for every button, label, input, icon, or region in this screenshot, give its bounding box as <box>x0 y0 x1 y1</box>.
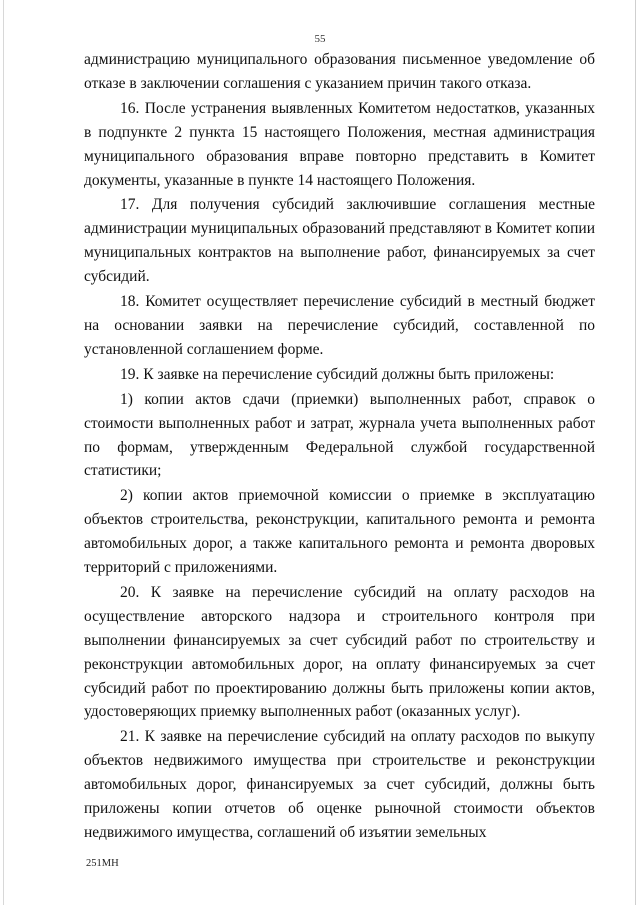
paragraph-19: 19. К заявке на перечисление субсидий должны быть приложены: <box>120 365 555 383</box>
paragraph-17: 17. Для получения субсидий заключившие соглашения местные администрации муниципальных образований представляют в Комитет копии муниципальных контрактов на выполнение работ, финансируемых за счет субсидий. <box>84 196 595 286</box>
paragraph-20: 20. К заявке на перечисление субсидий на оплату расходов на осуществление авторского надзора и строительного контроля при выполнении финансируемых за счет субсидий работ по строительству и реконструкции автомобильных дорог, на оплату финансируемых за счет субсидий работ по проектированию должны быть приложены копии актов, удостоверяющих приемку выполненных работ (оказанных услуг). <box>84 583 595 721</box>
page-number: 55 <box>314 33 326 45</box>
document-code: 251МН <box>86 858 119 869</box>
scan-edge-left <box>3 0 4 905</box>
paragraph-18: 18. Комитет осуществляет перечисление субсидий в местный бюджет на основании заявки на перечисление субсидий, составленной по установленной соглашением форме. <box>84 293 595 358</box>
paragraph-19-item-1: 1) копии актов сдачи (приемки) выполненных работ, справок о стоимости выполненных работ и затрат, журнала учета выполненных работ по формам, утвержденным Федеральной службой государственной статистики; <box>84 390 595 480</box>
paragraph-19-item-2: 2) копии актов приемочной комиссии о приемке в эксплуатацию объектов строительства, реконструкции, капитального ремонта и ремонта автомобильных дорог, а также капитального ремонта и ремонта дворовых территорий с приложениями. <box>84 487 595 577</box>
document-body <box>84 48 595 846</box>
scan-edge-right <box>635 0 636 905</box>
paragraph-21: 21. К заявке на перечисление субсидий на оплату расходов по выкупу объектов недвижимого имущества при строительстве и реконструкции автомобильных дорог, финансируемых за счет субсидий, должны быть приложены копии отчетов об оценке рыночной стоимости объектов недвижимого имущества, соглашений об изъятии земельных <box>84 728 595 841</box>
paragraph-continuation: администрацию муниципального образования письменное уведомление об отказе в заключении соглашения с указанием причин такого отказа. <box>84 51 595 92</box>
paragraph-16: 16. После устранения выявленных Комитетом недостатков, указанных в подпункте 2 пункта 15 настоящего Положения, местная администрация муниципального образования вправе повторно представить в Комитет документы, указанные в пункте 14 настоящего Положения. <box>84 99 595 189</box>
